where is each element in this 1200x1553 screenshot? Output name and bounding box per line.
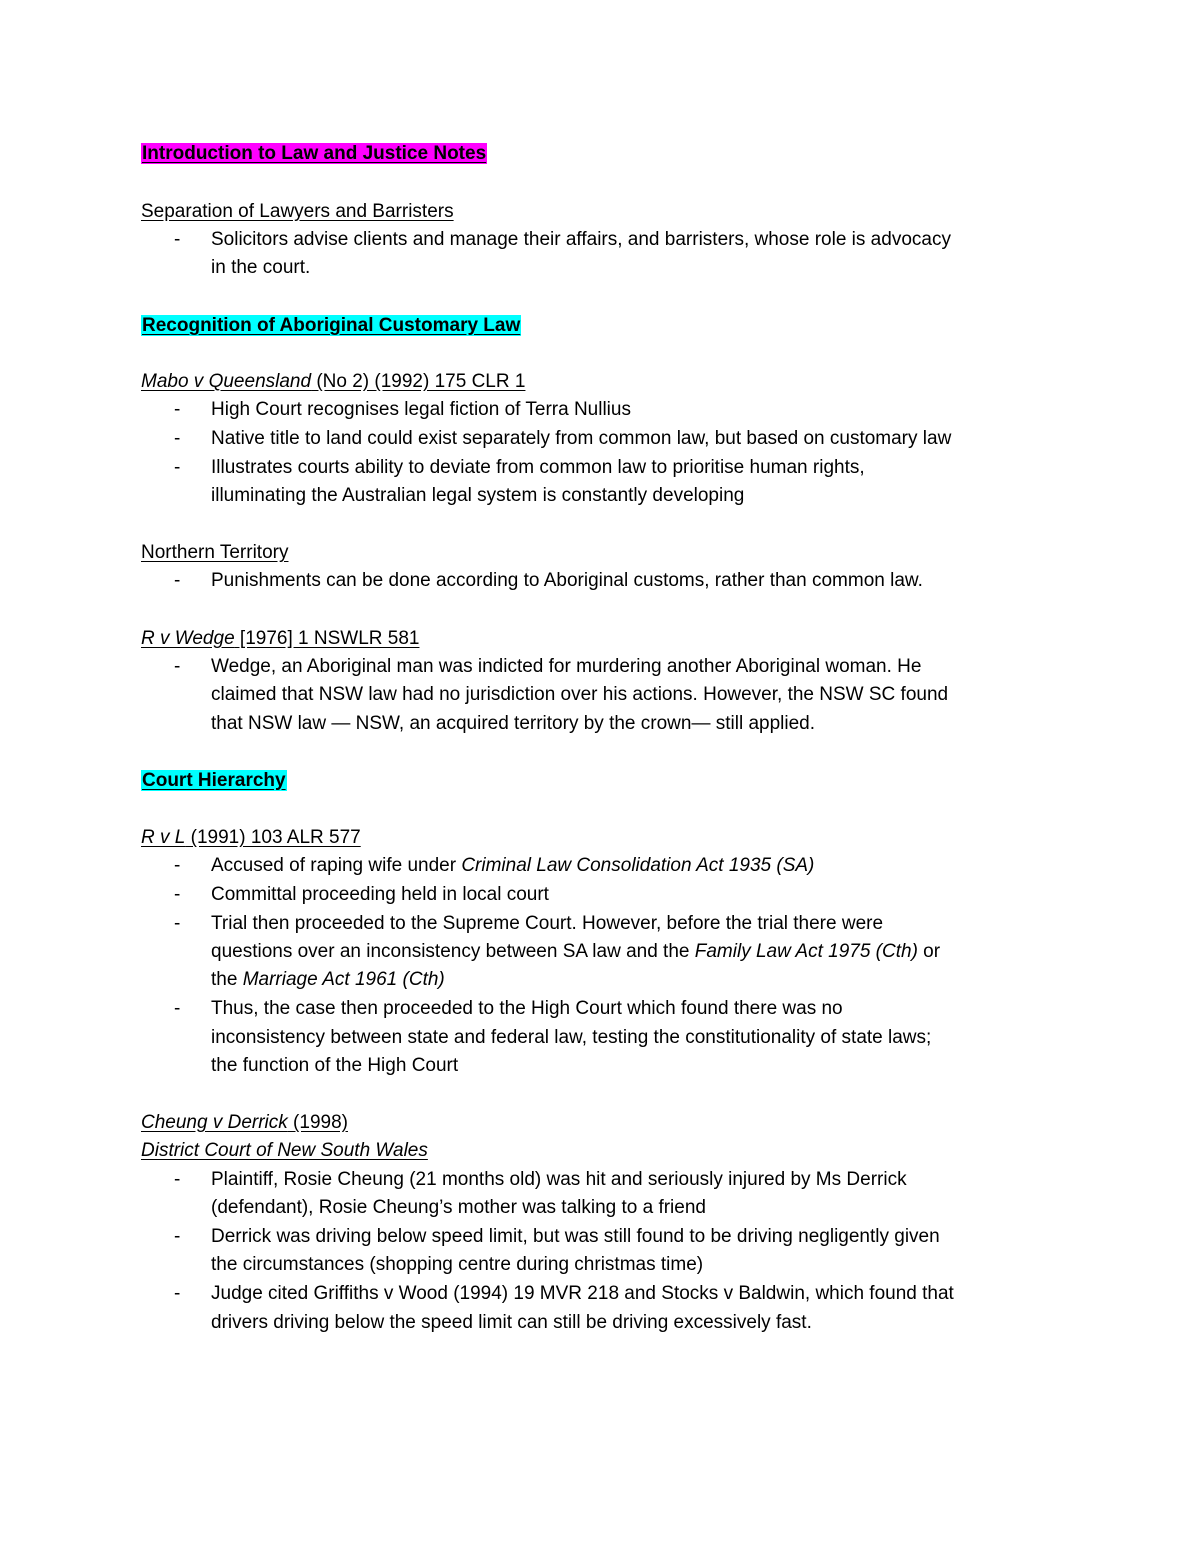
separation-heading: Separation of Lawyers and Barristers (141, 201, 454, 222)
bullet-dash: - (174, 884, 181, 905)
act-name: Criminal Law Consolidation Act 1935 (SA) (461, 855, 815, 876)
bullet-line: Punishments can be done according to Aboriginal customs, rather than common law. (211, 570, 923, 591)
bullet-text: the (211, 969, 243, 990)
bullet-dash: - (174, 1283, 181, 1304)
case-heading-rvl (141, 824, 361, 852)
bullet-dash: - (174, 457, 181, 478)
bullet-line: the circumstances (shopping centre during christmas time) (211, 1254, 704, 1275)
bullet-line (211, 966, 445, 994)
bullet-dash: - (174, 1169, 181, 1190)
act-name: Marriage Act 1961 (Cth) (242, 969, 445, 990)
bullet-line: inconsistency between state and federal law, testing the constitutionality of state laws; (211, 1027, 932, 1048)
bullet-dash: - (174, 428, 181, 449)
bullet-dash: - (174, 855, 181, 876)
bullet-dash: - (174, 570, 181, 591)
section-highlight: Court Hierarchy (142, 770, 286, 791)
section-heading-aboriginal (141, 312, 521, 340)
bullet-line: Native title to land could exist separately from common law, but based on customary law (211, 428, 952, 449)
bullet-line: the function of the High Court (211, 1055, 459, 1076)
bullet-line: in the court. (211, 257, 311, 278)
bullet-line: Derrick was driving below speed limit, but was still found to be driving negligently given (211, 1226, 940, 1247)
bullet-line: illuminating the Australian legal system is constantly developing (211, 485, 745, 506)
bullet-text: questions over an inconsistency between SA law and the (211, 941, 695, 962)
bullet-text: Accused of raping wife under (211, 855, 462, 876)
act-name: Family Law Act 1975 (Cth) (694, 941, 918, 962)
document-title (141, 140, 487, 168)
case-name: R v L (141, 827, 186, 848)
nt-heading: Northern Territory (141, 542, 289, 563)
case-heading-cheung (141, 1109, 348, 1137)
bullet-line: (defendant), Rosie Cheung’s mother was talking to a friend (211, 1197, 706, 1218)
bullet-dash: - (174, 399, 181, 420)
bullet-dash: - (174, 1226, 181, 1247)
bullet-line: claimed that NSW law had no jurisdiction over his actions. However, the NSW SC found (211, 684, 949, 705)
bullet-line: Plaintiff, Rosie Cheung (21 months old) was hit and seriously injured by Ms Derrick (211, 1169, 907, 1190)
bullet-dash: - (174, 229, 181, 250)
case-name: Cheung v Derrick (141, 1112, 288, 1133)
case-citation: [1976] 1 NSWLR 581 (234, 628, 420, 649)
bullet-line: High Court recognises legal fiction of Terra Nullius (211, 399, 631, 420)
case-heading-wedge (141, 625, 419, 653)
bullet-line (211, 852, 814, 880)
bullet-line: Wedge, an Aboriginal man was indicted for murdering another Aboriginal woman. He (211, 656, 922, 677)
court-name: District Court of New South Wales (141, 1140, 428, 1161)
bullet-line: drivers driving below the speed limit can still be driving excessively fast. (211, 1312, 812, 1333)
bullet-line: Solicitors advise clients and manage their affairs, and barristers, whose role is advocacy (211, 229, 951, 250)
section-heading-court (141, 767, 287, 795)
section-highlight: Recognition of Aboriginal Customary Law (142, 315, 521, 336)
bullet-dash: - (174, 998, 181, 1019)
title-highlight: Introduction to Law and Justice Notes (142, 143, 487, 164)
bullet-line: that NSW law — NSW, an acquired territory by the crown— still applied. (211, 713, 816, 734)
bullet-line: Trial then proceeded to the Supreme Court. However, before the trial there were (211, 913, 884, 934)
case-citation: (No 2) (1992) 175 CLR 1 (311, 371, 526, 392)
case-name: R v Wedge (141, 628, 235, 649)
case-citation: (1998) (287, 1112, 348, 1133)
bullet-line: Committal proceeding held in local court (211, 884, 549, 905)
bullet-dash: - (174, 656, 181, 677)
bullet-line: Illustrates courts ability to deviate from common law to prioritise human rights, (211, 457, 865, 478)
case-name: Mabo v Queensland (141, 371, 312, 392)
bullet-line: Thus, the case then proceeded to the High Court which found there was no (211, 998, 843, 1019)
bullet-line: Judge cited Griffiths v Wood (1994) 19 MVR 218 and Stocks v Baldwin, which found that (211, 1283, 954, 1304)
bullet-text: or (917, 941, 941, 962)
case-heading-mabo (141, 368, 525, 396)
bullet-dash: - (174, 913, 181, 934)
case-citation: (1991) 103 ALR 577 (185, 827, 361, 848)
bullet-line (211, 938, 940, 966)
